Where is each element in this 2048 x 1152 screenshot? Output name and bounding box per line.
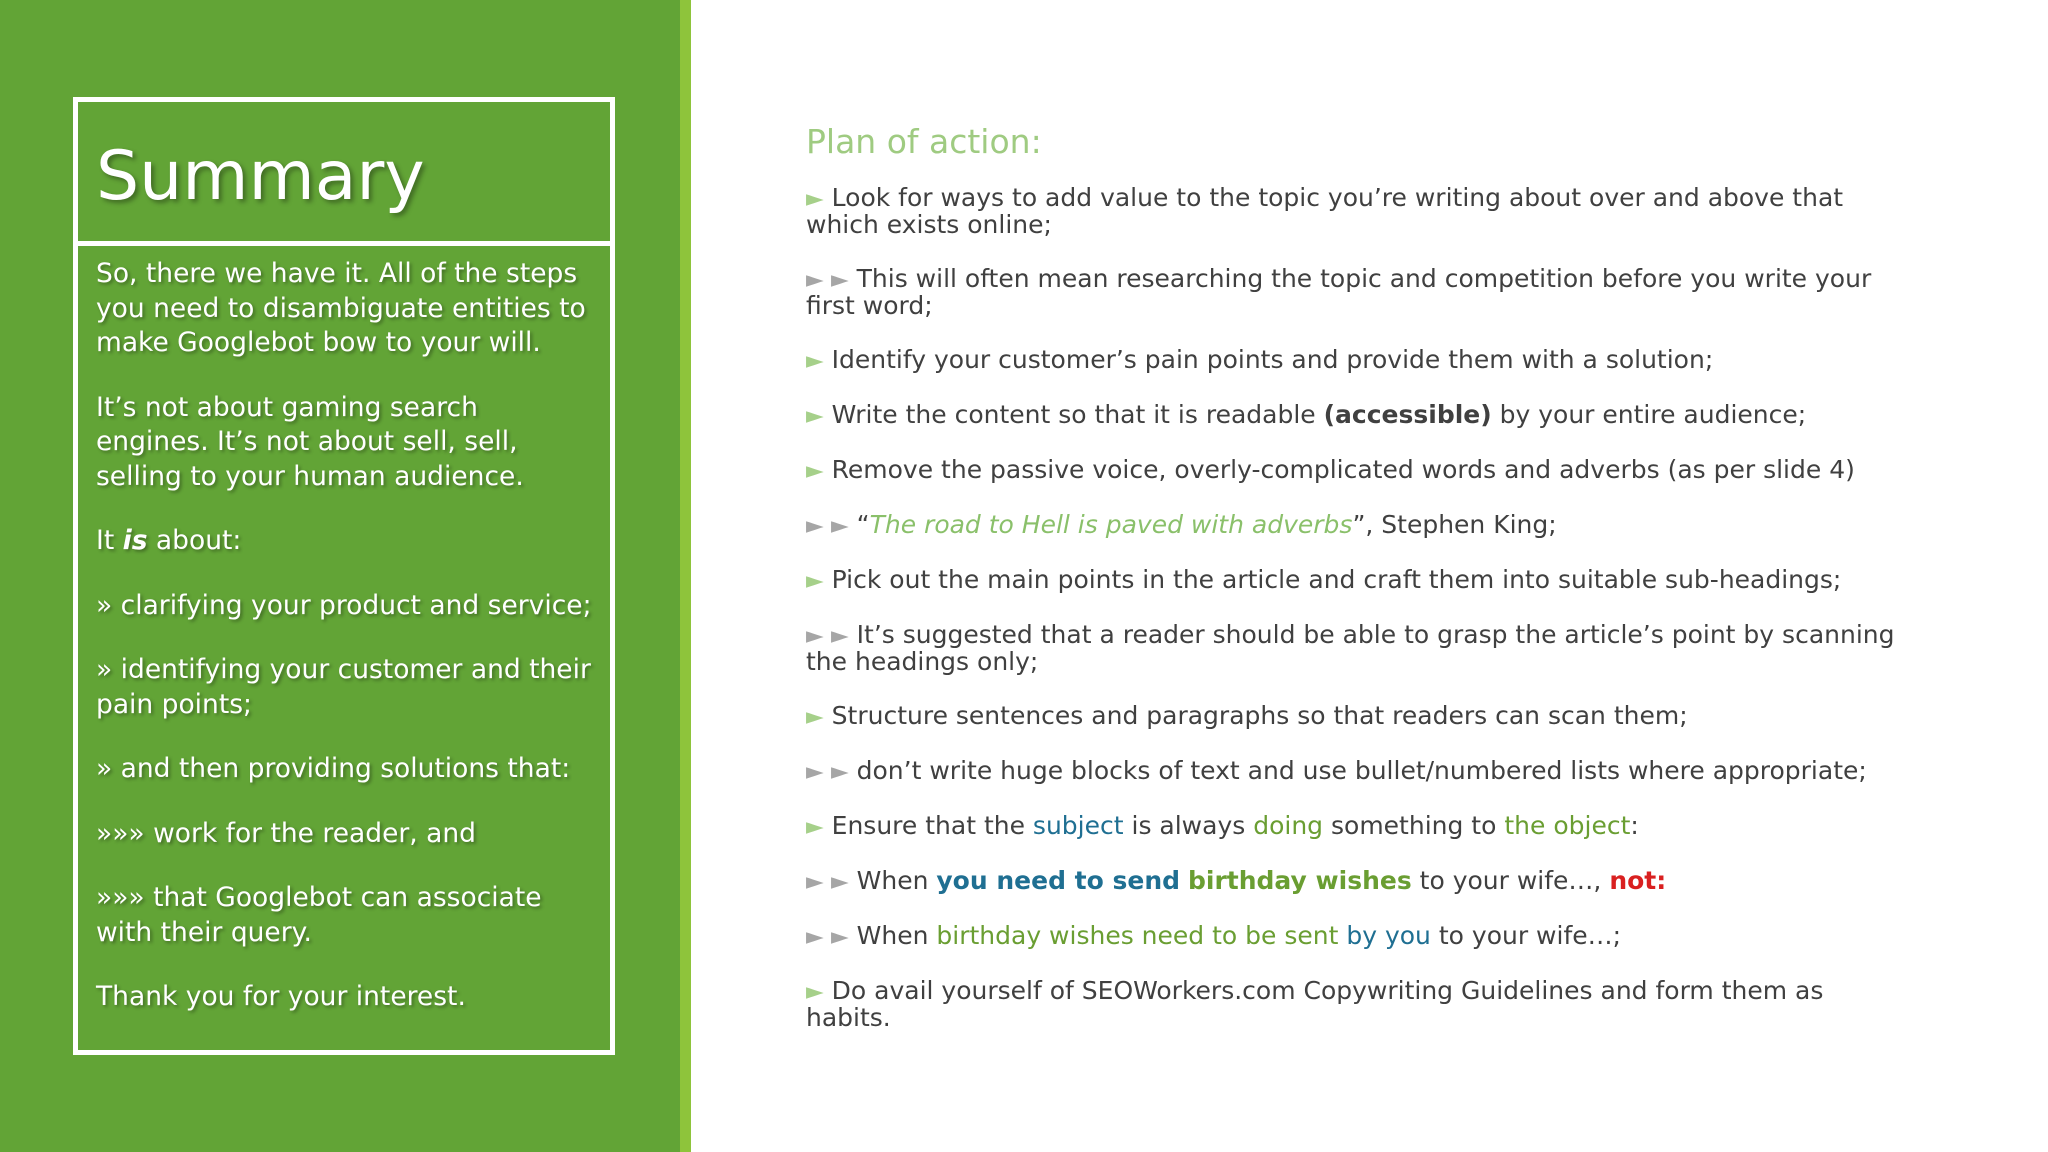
- plan-item-text: something to: [1323, 811, 1505, 840]
- summary-frame: [73, 97, 615, 1055]
- plan-item: [806, 185, 1916, 237]
- summary-text: about:: [147, 525, 242, 556]
- plan-heading: Plan of action:: [806, 122, 1042, 161]
- plan-item: [806, 457, 1916, 484]
- bullet-double-arrow-icon: ► ►: [806, 267, 849, 293]
- plan-item-text: When: [856, 866, 937, 895]
- plan-item: [806, 402, 1916, 429]
- plan-item-text: :: [1630, 811, 1639, 840]
- plan-item: [806, 758, 1916, 785]
- summary-title: Summary: [96, 137, 425, 216]
- plan-item-text: by your entire audience;: [1491, 400, 1807, 429]
- not-label: not:: [1609, 866, 1667, 895]
- plan-item: [806, 512, 1916, 539]
- plan-item: [806, 868, 1916, 895]
- summary-text: It: [96, 525, 123, 556]
- summary-paragraph: »»» work for the reader, and: [96, 817, 476, 849]
- plan-item: [806, 567, 1916, 594]
- plan-item: [806, 347, 1916, 374]
- subject-text: subject: [1032, 811, 1124, 840]
- bullet-arrow-icon: ►: [806, 458, 824, 484]
- quote-text: The road to Hell is paved with adverbs: [869, 510, 1353, 539]
- summary-paragraph: » identifying your customer and their pain points;: [96, 654, 591, 720]
- plan-item: [806, 266, 1916, 318]
- active-subject-text: you need to send: [936, 866, 1181, 895]
- plan-item-text: Ensure that the: [831, 811, 1033, 840]
- plan-item: [806, 978, 1916, 1030]
- plan-item: [806, 622, 1916, 674]
- plan-item-text: Structure sentences and paragraphs so that readers can scan them;: [831, 701, 1688, 730]
- bullet-double-arrow-icon: ► ►: [806, 869, 849, 895]
- bullet-arrow-icon: ►: [806, 704, 824, 730]
- plan-item-text: Do avail yourself of SEOWorkers.com Copywriting Guidelines and form them as habits.: [806, 976, 1824, 1032]
- summary-paragraph: Thank you for your interest.: [96, 981, 466, 1012]
- plan-item-text: Remove the passive voice, overly-complicated words and adverbs (as per slide 4): [831, 455, 1855, 484]
- bullet-double-arrow-icon: ► ►: [806, 513, 849, 539]
- bullet-arrow-icon: ►: [806, 403, 824, 429]
- bullet-arrow-icon: ►: [806, 348, 824, 374]
- summary-paragraph: [96, 524, 596, 559]
- plan-item-text: is always: [1123, 811, 1254, 840]
- bullet-arrow-icon: ►: [806, 186, 824, 212]
- plan-item-text: It’s suggested that a reader should be able to grasp the article’s point by scanning the headings only;: [806, 620, 1895, 676]
- bullet-double-arrow-icon: ► ►: [806, 759, 849, 785]
- summary-body: [96, 257, 596, 1045]
- plan-item-text: [1180, 866, 1188, 895]
- divider-stripe: [680, 0, 691, 1152]
- plan-item-text: Identify your customer’s pain points and provide them with a solution;: [831, 345, 1714, 374]
- plan-item-text: to your wife…;: [1430, 921, 1622, 950]
- plan-item-text: don’t write huge blocks of text and use bullet/numbered lists where appropriate;: [856, 756, 1867, 785]
- plan-item-text: “: [856, 510, 870, 539]
- bullet-double-arrow-icon: ► ►: [806, 924, 849, 950]
- summary-paragraph: »»» that Googlebot can associate with their query.: [96, 882, 542, 948]
- bullet-arrow-icon: ►: [806, 568, 824, 594]
- plan-item: [806, 813, 1916, 840]
- summary-paragraph: » clarifying your product and service;: [96, 589, 592, 621]
- plan-item-text: When: [856, 921, 937, 950]
- plan-item-text: Write the content so that it is readable: [831, 400, 1324, 429]
- object-text: the object: [1504, 811, 1631, 840]
- plan-item-text: Pick out the main points in the article and craft them into suitable sub-headings;: [831, 565, 1842, 594]
- plan-item-text: Look for ways to add value to the topic you’re writing about over and above that which exists online;: [806, 183, 1844, 239]
- plan-item-text: to your wife…,: [1411, 866, 1610, 895]
- summary-emphasis: is: [122, 525, 148, 556]
- summary-paragraph: So, there we have it. All of the steps you need to disambiguate entities to make Googlebot bow to your will.: [96, 258, 586, 358]
- passive-object-text: birthday wishes need to be sent: [936, 921, 1339, 950]
- bullet-arrow-icon: ►: [806, 979, 824, 1005]
- plan-item-bold: (accessible): [1323, 400, 1492, 429]
- summary-paragraph: It’s not about gaming search engines. It’s not about sell, sell, selling to your human audience.: [96, 391, 524, 492]
- active-object-text: birthday wishes: [1187, 866, 1412, 895]
- summary-title-separator: [78, 241, 610, 246]
- plan-item: [806, 923, 1916, 950]
- summary-paragraph: » and then providing solutions that:: [96, 753, 571, 784]
- passive-subject-text: by you: [1346, 921, 1431, 950]
- plan-item: [806, 703, 1916, 730]
- plan-item-text: ”, Stephen King;: [1352, 510, 1557, 539]
- bullet-arrow-icon: ►: [806, 814, 824, 840]
- plan-item-text: This will often mean researching the topic and competition before you write your first word;: [806, 264, 1872, 320]
- verb-text: doing: [1253, 811, 1324, 840]
- bullet-double-arrow-icon: ► ►: [806, 623, 849, 649]
